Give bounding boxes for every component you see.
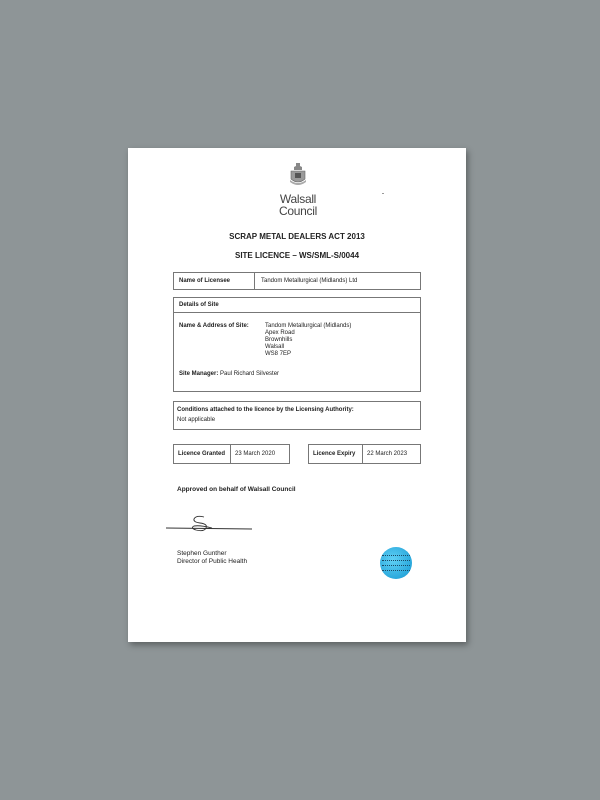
address-line: Apex Road — [265, 330, 295, 336]
signatory-name: Stephen Gunther — [177, 550, 227, 557]
licensee-table — [173, 272, 421, 290]
divider — [254, 273, 255, 289]
conditions-value: Not applicable — [177, 417, 216, 423]
council-crest-icon — [289, 162, 307, 188]
licence-granted-table — [173, 444, 290, 464]
signatory-title: Director of Public Health — [177, 558, 248, 565]
address-line: Walsall — [265, 344, 285, 350]
signature-icon — [164, 512, 254, 534]
site-manager — [179, 371, 279, 377]
scan-speck — [382, 193, 384, 194]
address-line: Tandom Metallurgical (Midlands) — [265, 323, 352, 329]
council-name-line1: Walsall — [279, 192, 317, 206]
conditions-table — [173, 401, 421, 430]
divider — [174, 312, 420, 313]
licence-expiry-table — [308, 444, 421, 464]
site-manager-label: Site Manager: — [179, 371, 219, 377]
address-line: Brownhills — [265, 337, 293, 343]
site-details-table — [173, 297, 421, 392]
licence-granted-label: Licence Granted — [178, 451, 226, 457]
divider — [230, 445, 231, 463]
site-details-header: Details of Site — [179, 302, 219, 308]
licence-expiry-value: 22 March 2023 — [367, 451, 408, 457]
council-logo — [278, 162, 318, 217]
licence-document — [128, 148, 466, 642]
site-address — [265, 323, 351, 358]
official-stamp-icon — [380, 547, 412, 579]
conditions-label: Conditions attached to the licence by the Licensing Authority: — [177, 407, 354, 413]
licensee-label: Name of Licensee — [179, 278, 231, 284]
licence-expiry-label: Licence Expiry — [313, 451, 356, 457]
approval-heading: Approved on behalf of Walsall Council — [177, 486, 296, 493]
licence-title: SITE LICENCE – WS/SML-S/0044 — [234, 251, 360, 260]
site-manager-value: Paul Richard Silvester — [220, 371, 280, 377]
licensee-value: Tandom Metallurgical (Midlands) Ltd — [261, 278, 358, 284]
divider — [362, 445, 363, 463]
licence-granted-value: 23 March 2020 — [235, 451, 276, 457]
act-title: SCRAP METAL DEALERS ACT 2013 — [229, 232, 365, 241]
council-name-line2: Council — [279, 204, 317, 218]
site-address-label: Name & Address of Site: — [179, 323, 249, 329]
address-line: WS8 7EP — [265, 351, 292, 357]
